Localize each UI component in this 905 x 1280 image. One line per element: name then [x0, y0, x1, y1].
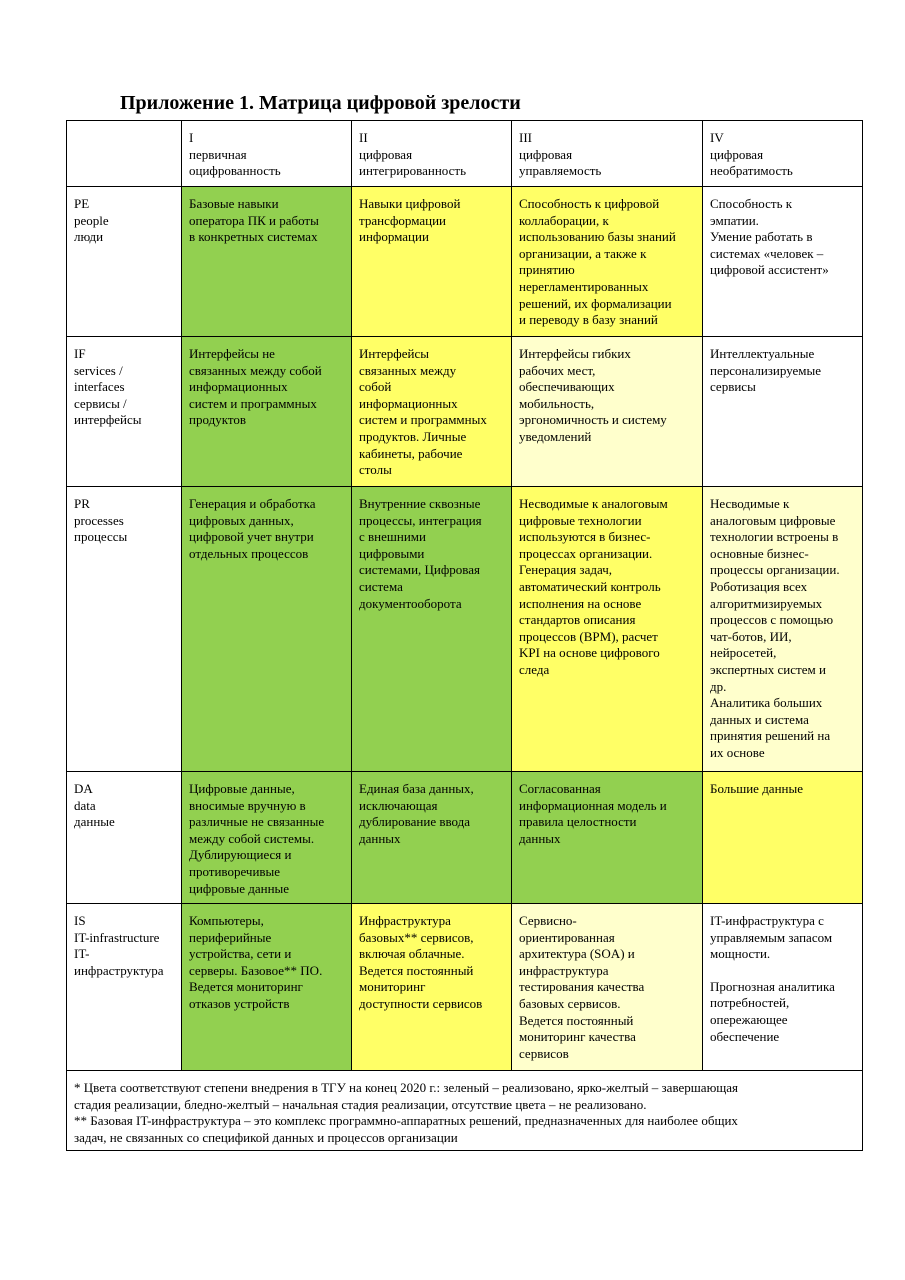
- header-row: [67, 121, 863, 187]
- cell-text-line: коллаборации, к: [519, 212, 609, 228]
- cell-text-line: дублирование ввода: [359, 814, 471, 830]
- cell-text-line: сервисов: [519, 1045, 569, 1061]
- cell-text-line: Дублирующиеся и: [189, 847, 292, 863]
- cell-text-line: цифровой учет внутри: [189, 529, 314, 545]
- cell-text-line: Ведется постоянный: [359, 962, 474, 978]
- cell-text-line: Генерация и обработка: [189, 496, 316, 511]
- cell-text-line: тестирования качества: [519, 979, 645, 995]
- cell-text-line: отдельных процессов: [189, 545, 309, 561]
- matrix-cell: [182, 904, 352, 1071]
- cell-text-line: между собой системы.: [189, 830, 315, 846]
- cell-text-line: базовых сервисов.: [519, 995, 621, 1011]
- cell-text-line: вносимые вручную в: [189, 797, 306, 813]
- matrix-cell: [352, 487, 512, 772]
- row-header: [67, 904, 182, 1071]
- cell-text-line: доступности сервисов: [359, 995, 483, 1011]
- cell-text-line: их основе: [710, 744, 765, 760]
- footnote-line: ** Базовая IT-инфраструктура – это комплекс программно-аппаратных решений, предназначенных для наиболее общих: [74, 1113, 738, 1129]
- cell-text-line: информационных: [189, 379, 288, 395]
- cell-text-line: исключающая: [359, 797, 438, 813]
- column-header-4: IV цифровая необратимость: [703, 121, 863, 187]
- footnote-line: задач, не связанных со спецификой данных и процессов организации: [74, 1129, 458, 1145]
- cell-text-line: Способность к: [710, 196, 793, 211]
- cell-text-line: и переводу в базу знаний: [519, 312, 658, 328]
- cell-text-line: опережающее: [710, 1011, 788, 1027]
- matrix-row-infrastructure: [67, 904, 863, 1071]
- cell-text-line: устройства, сети и: [189, 946, 292, 962]
- cell-text-line: данных: [519, 830, 561, 846]
- cell-text-line: различные не связанные: [189, 814, 325, 830]
- cell-text-line: processes: [74, 512, 124, 528]
- cell-text-line: рабочих мест,: [519, 362, 596, 378]
- cell-text-line: стандартов описания: [519, 612, 636, 628]
- cell-text-line: процессах организации.: [519, 545, 653, 561]
- cell-text-line: Внутренние сквозные: [359, 496, 481, 511]
- cell-text-line: цифровыми: [359, 545, 425, 561]
- cell-text-line: кабинеты, рабочие: [359, 445, 463, 461]
- matrix-row-interfaces: [67, 337, 863, 487]
- row-header: [67, 487, 182, 772]
- cell-text-line: инфраструктура: [74, 962, 164, 978]
- cell-text-line: люди: [74, 229, 104, 245]
- cell-text-line: сервисы: [710, 379, 756, 395]
- cell-text-line: Интерфейсы гибких: [519, 346, 631, 361]
- cell-text-line: периферийные: [189, 929, 272, 945]
- cell-text-line: процессов (BPM), расчет: [519, 628, 658, 644]
- cell-text-line: информационная модель и: [519, 797, 667, 813]
- cell-text-line: процессы: [74, 529, 128, 545]
- cell-text-line: информационных: [359, 395, 458, 411]
- cell-text-line: отказов устройств: [189, 995, 290, 1011]
- cell-text-line: Умение работать в: [710, 229, 813, 245]
- cell-text-line: IT-: [74, 946, 90, 962]
- cell-text-line: система: [359, 578, 403, 594]
- cell-text-line: Несводимые к аналоговым: [519, 496, 668, 511]
- cell-text-line: нерегламентированных: [519, 278, 649, 294]
- matrix-cell: [512, 904, 703, 1071]
- matrix-cell: [703, 487, 863, 772]
- cell-text-line: нейросетей,: [710, 645, 777, 661]
- matrix-cell: [512, 337, 703, 487]
- cell-text-line: IF: [74, 346, 86, 361]
- matrix-cell: [352, 904, 512, 1071]
- cell-text-line: трансформации: [359, 212, 447, 228]
- cell-text-line: базовых** сервисов,: [359, 929, 474, 945]
- cell-text-line: следа: [519, 661, 550, 677]
- cell-text-line: Роботизация всех: [710, 578, 808, 594]
- cell-text-line: цифровые данные: [189, 880, 290, 896]
- column-header-1: I первичная оцифрованность: [182, 121, 352, 187]
- cell-text-line: информации: [359, 229, 429, 245]
- cell-text-line: решений, их формализации: [519, 295, 672, 311]
- cell-text-line: технологии встроены в: [710, 529, 839, 545]
- cell-text-line: KPI на основе цифрового: [519, 645, 660, 661]
- cell-text-line: продуктов. Личные: [359, 428, 467, 444]
- cell-text-line: экспертных систем и: [710, 661, 826, 677]
- cell-text-line: Сервисно-: [519, 913, 577, 928]
- cell-text-line: интерфейсы: [74, 412, 142, 428]
- matrix-row-processes: [67, 487, 863, 772]
- matrix-cell: [703, 187, 863, 337]
- cell-text-line: правила целостности: [519, 814, 637, 830]
- cell-text-line: цифровой ассистент»: [710, 262, 829, 278]
- cell-text-line: продуктов: [189, 412, 246, 428]
- cell-text-line: включая облачные.: [359, 946, 465, 962]
- cell-text-line: принятия решений на: [710, 728, 831, 744]
- cell-text-line: мощности.: [710, 946, 771, 962]
- cell-text-line: принятию: [519, 262, 575, 278]
- row-header: [67, 187, 182, 337]
- cell-text-line: Интеллектуальные: [710, 346, 815, 361]
- cell-text-line: [710, 963, 856, 979]
- cell-text-line: потребностей,: [710, 995, 790, 1011]
- matrix-cell: [182, 487, 352, 772]
- cell-text-line: архитектура (SOA) и: [519, 946, 635, 962]
- cell-text-line: Навыки цифровой: [359, 196, 461, 211]
- cell-text-line: Аналитика больших: [710, 695, 823, 711]
- footnote: [67, 1071, 863, 1151]
- cell-text-line: DA: [74, 781, 93, 796]
- matrix-row-people: [67, 187, 863, 337]
- cell-text-line: системах «человек –: [710, 245, 824, 261]
- cell-text-line: data: [74, 797, 96, 813]
- cell-text-line: IT-инфраструктура с: [710, 913, 824, 928]
- cell-text-line: Интерфейсы: [359, 346, 429, 361]
- cell-text-line: использованию базы знаний: [519, 229, 676, 245]
- cell-text-line: систем и программных: [359, 412, 487, 428]
- cell-text-line: уведомлений: [519, 428, 592, 444]
- cell-text-line: систем и программных: [189, 395, 317, 411]
- cell-text-line: мониторинг: [359, 979, 426, 995]
- cell-text-line: Согласованная: [519, 781, 601, 796]
- cell-text-line: мобильность,: [519, 395, 595, 411]
- column-header-3: III цифровая управляемость: [512, 121, 703, 187]
- cell-text-line: Большие данные: [710, 781, 803, 796]
- matrix-cell: [352, 772, 512, 904]
- cell-text-line: IS: [74, 913, 86, 928]
- cell-text-line: документооборота: [359, 595, 462, 611]
- cell-text-line: Несводимые к: [710, 496, 790, 511]
- cell-text-line: персонализируемые: [710, 362, 822, 378]
- matrix-cell: [352, 337, 512, 487]
- cell-text-line: процессы организации.: [710, 562, 840, 578]
- cell-text-line: серверы. Базовое** ПО.: [189, 962, 323, 978]
- cell-text-line: PE: [74, 196, 90, 211]
- cell-text-line: обеспечение: [710, 1028, 780, 1044]
- cell-text-line: эмпатии.: [710, 212, 759, 228]
- cell-text-line: Базовые навыки: [189, 196, 279, 211]
- cell-text-line: организации, а также к: [519, 245, 647, 261]
- footnote-line: * Цвета соответствуют степени внедрения в ТГУ на конец 2020 г.: зеленый – реализовано, ярко-желтый – завершающая: [74, 1080, 739, 1095]
- matrix-cell: [182, 337, 352, 487]
- cell-text-line: сервисы /: [74, 395, 127, 411]
- footnote-row: [67, 1071, 863, 1151]
- cell-text-line: процессов с помощью: [710, 612, 834, 628]
- cell-text-line: Генерация задач,: [519, 562, 612, 578]
- matrix-cell: [352, 187, 512, 337]
- cell-text-line: данных и система: [710, 711, 809, 727]
- cell-text-line: эргономичность и систему: [519, 412, 667, 428]
- cell-text-line: цифровых данных,: [189, 512, 294, 528]
- matrix-cell: [182, 187, 352, 337]
- cell-text-line: аналоговым цифровые: [710, 512, 836, 528]
- matrix-cell: [512, 772, 703, 904]
- cell-text-line: алгоритмизируемых: [710, 595, 823, 611]
- cell-text-line: Компьютеры,: [189, 913, 264, 928]
- cell-text-line: Ведется мониторинг: [189, 979, 303, 995]
- matrix-cell: [182, 772, 352, 904]
- cell-text-line: services /: [74, 362, 123, 378]
- row-header: [67, 772, 182, 904]
- row-header: [67, 337, 182, 487]
- footnote-line: стадия реализации, бледно-желтый – начальная стадия реализации, отсутствие цвета – не реализовано.: [74, 1096, 647, 1112]
- cell-text-line: противоречивые: [189, 863, 281, 879]
- cell-text-line: управляемым запасом: [710, 929, 833, 945]
- cell-text-line: Способность к цифровой: [519, 196, 660, 211]
- cell-text-line: Единая база данных,: [359, 781, 474, 796]
- cell-text-line: Цифровые данные,: [189, 781, 295, 796]
- cell-text-line: IT-infrastructure: [74, 929, 160, 945]
- cell-text-line: др.: [710, 678, 727, 694]
- cell-text-line: Ведется постоянный: [519, 1012, 634, 1028]
- page-title: Приложение 1. Матрица цифровой зрелости: [120, 92, 521, 114]
- matrix-cell: [703, 904, 863, 1071]
- cell-text-line: связанных между: [359, 362, 457, 378]
- digital-maturity-matrix: [66, 120, 863, 1151]
- cell-text-line: основные бизнес-: [710, 545, 809, 561]
- cell-text-line: системами, Цифровая: [359, 562, 481, 578]
- matrix-cell: [512, 487, 703, 772]
- cell-text-line: данных: [359, 830, 401, 846]
- matrix-row-data: [67, 772, 863, 904]
- cell-text-line: Интерфейсы не: [189, 346, 275, 361]
- cell-text-line: цифровые технологии: [519, 512, 642, 528]
- cell-text-line: с внешними: [359, 529, 426, 545]
- cell-text-line: PR: [74, 496, 90, 511]
- cell-text-line: чат-ботов, ИИ,: [710, 628, 792, 644]
- cell-text-line: данные: [74, 814, 115, 830]
- column-header-2: II цифровая интегрированность: [352, 121, 512, 187]
- cell-text-line: interfaces: [74, 379, 125, 395]
- cell-text-line: ориентированная: [519, 929, 615, 945]
- cell-text-line: автоматический контроль: [519, 578, 661, 594]
- cell-text-line: исполнения на основе: [519, 595, 642, 611]
- cell-text-line: собой: [359, 379, 392, 395]
- cell-text-line: процессы, интеграция: [359, 512, 482, 528]
- cell-text-line: обеспечивающих: [519, 379, 615, 395]
- cell-text-line: инфраструктура: [519, 962, 609, 978]
- cell-text-line: people: [74, 212, 109, 228]
- matrix-cell: [703, 337, 863, 487]
- cell-text-line: Прогнозная аналитика: [710, 978, 835, 994]
- cell-text-line: используются в бизнес-: [519, 529, 651, 545]
- cell-text-line: мониторинг качества: [519, 1029, 636, 1045]
- matrix-cell: [512, 187, 703, 337]
- corner-cell: [67, 121, 182, 187]
- cell-text-line: связанных между собой: [189, 362, 322, 378]
- cell-text-line: в конкретных системах: [189, 229, 318, 245]
- matrix-cell: [703, 772, 863, 904]
- cell-text-line: Инфраструктура: [359, 913, 451, 928]
- cell-text-line: оператора ПК и работы: [189, 212, 319, 228]
- cell-text-line: столы: [359, 462, 392, 478]
